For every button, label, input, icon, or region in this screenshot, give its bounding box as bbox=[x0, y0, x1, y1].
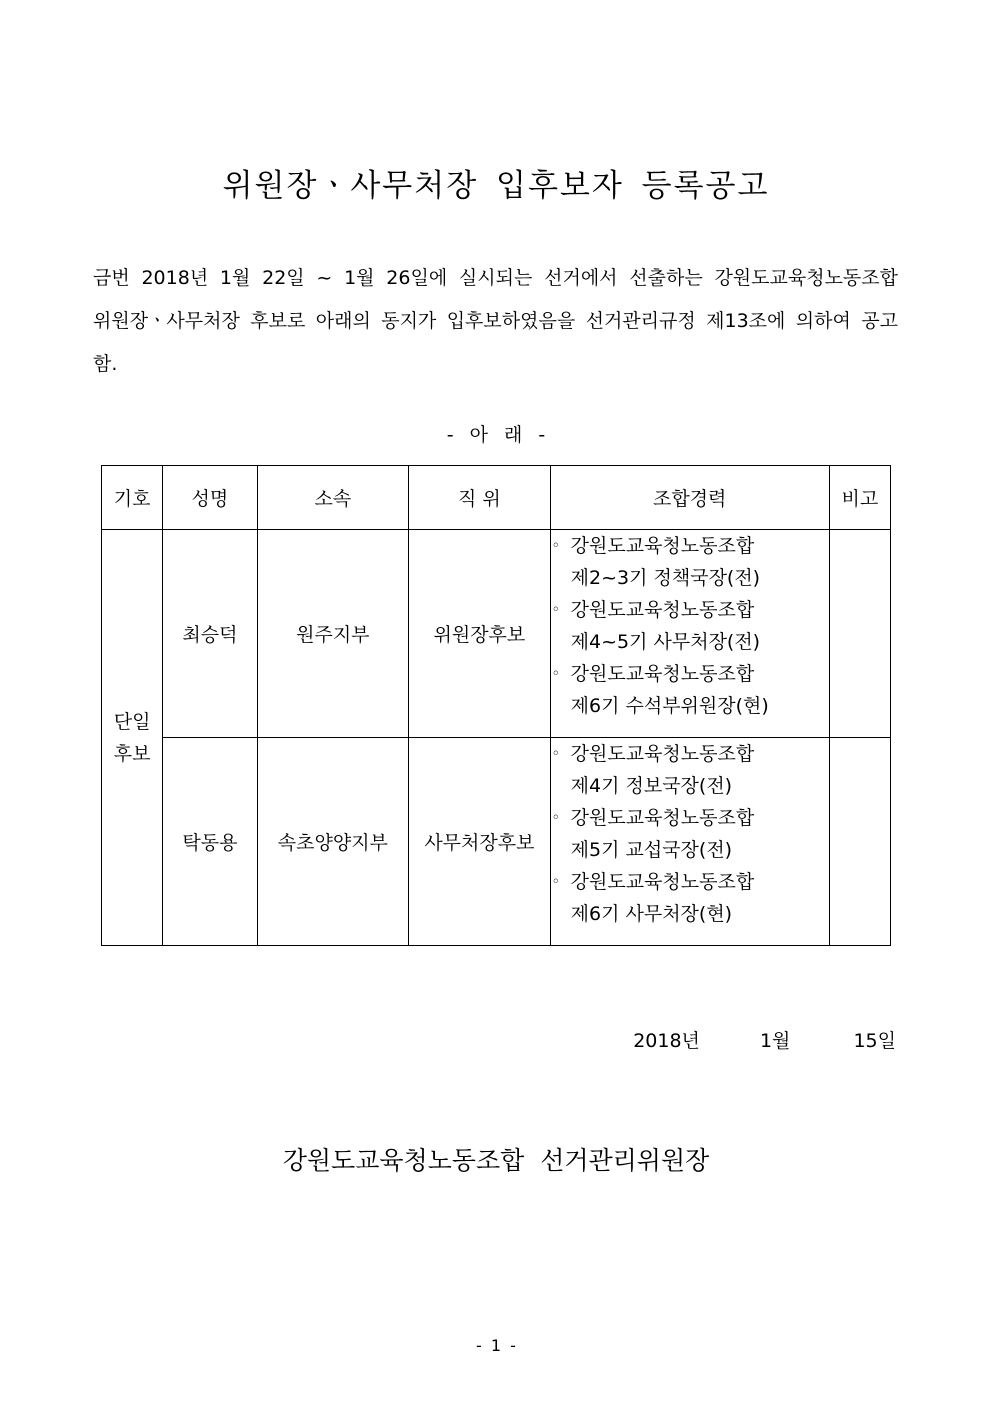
bullet-icon: ◦ bbox=[551, 602, 560, 618]
header-position: 직 위 bbox=[409, 466, 551, 530]
career-role: 제6기 사무처장(현) bbox=[570, 903, 733, 925]
candidate-affiliation: 원주지부 bbox=[257, 530, 409, 738]
candidate-position: 위원장후보 bbox=[409, 530, 551, 738]
header-affiliation: 소속 bbox=[257, 466, 409, 530]
career-org: 강원도교육청노동조합 bbox=[570, 743, 755, 765]
career-item bbox=[551, 658, 829, 722]
career-cell bbox=[550, 738, 829, 946]
career-role: 제4기 정보국장(전) bbox=[570, 775, 733, 797]
header-note: 비고 bbox=[829, 466, 890, 530]
date-month: 1월 bbox=[759, 1030, 791, 1052]
table-row bbox=[102, 738, 891, 946]
career-cell bbox=[550, 530, 829, 738]
career-org: 강원도교육청노동조합 bbox=[570, 871, 755, 893]
career-role: 제2~3기 정책국장(전) bbox=[570, 567, 761, 589]
code-line-2: 후보 bbox=[113, 742, 151, 765]
career-item bbox=[551, 866, 829, 930]
header-name: 성명 bbox=[163, 466, 257, 530]
career-role: 제5기 교섭국장(전) bbox=[570, 839, 733, 861]
career-org: 강원도교육청노동조합 bbox=[570, 535, 755, 557]
candidate-name: 탁동용 bbox=[163, 738, 257, 946]
bullet-icon: ◦ bbox=[551, 746, 560, 762]
career-item bbox=[551, 530, 829, 594]
code-line-1: 단일 bbox=[113, 710, 151, 733]
header-code: 기호 bbox=[102, 466, 163, 530]
header-career: 조합경력 bbox=[550, 466, 829, 530]
note-cell bbox=[829, 530, 890, 738]
career-item bbox=[551, 802, 829, 866]
date-year: 2018년 bbox=[633, 1030, 700, 1052]
date-day: 15일 bbox=[853, 1030, 896, 1052]
bullet-icon: ◦ bbox=[551, 538, 560, 554]
career-org: 강원도교육청노동조합 bbox=[570, 599, 755, 621]
candidate-table bbox=[101, 465, 891, 946]
career-item bbox=[551, 594, 829, 658]
page-title: 위원장ㆍ사무처장 입후보자 등록공고 bbox=[222, 168, 770, 204]
bullet-icon: ◦ bbox=[551, 810, 560, 826]
career-role: 제6기 수석부위원장(현) bbox=[570, 695, 769, 717]
code-cell bbox=[102, 530, 163, 946]
bullet-icon: ◦ bbox=[551, 666, 560, 682]
table-header-row bbox=[102, 466, 891, 530]
announcement-paragraph: 금번 2018년 1월 22일 ~ 1월 26일에 실시되는 선거에서 선출하는 강원도교육청노동조합 위원장ㆍ사무처장 후보로 아래의 동지가 입후보하였음을 선거관리규정 제13조에 의하여 공고함. bbox=[93, 267, 898, 375]
below-label: - 아 래 - bbox=[446, 424, 546, 446]
candidate-name: 최승덕 bbox=[163, 530, 257, 738]
note-cell bbox=[829, 738, 890, 946]
announcement-date bbox=[633, 1026, 896, 1053]
page-number: - 1 - bbox=[476, 1336, 516, 1355]
bullet-icon: ◦ bbox=[551, 874, 560, 890]
issuer-signature: 강원도교육청노동조합 선거관리위원장 bbox=[282, 1146, 710, 1175]
table-row bbox=[102, 530, 891, 738]
career-org: 강원도교육청노동조합 bbox=[570, 807, 755, 829]
candidate-position: 사무처장후보 bbox=[409, 738, 551, 946]
career-item bbox=[551, 738, 829, 802]
career-role: 제4~5기 사무처장(전) bbox=[570, 631, 761, 653]
career-org: 강원도교육청노동조합 bbox=[570, 663, 755, 685]
candidate-affiliation: 속초양양지부 bbox=[257, 738, 409, 946]
